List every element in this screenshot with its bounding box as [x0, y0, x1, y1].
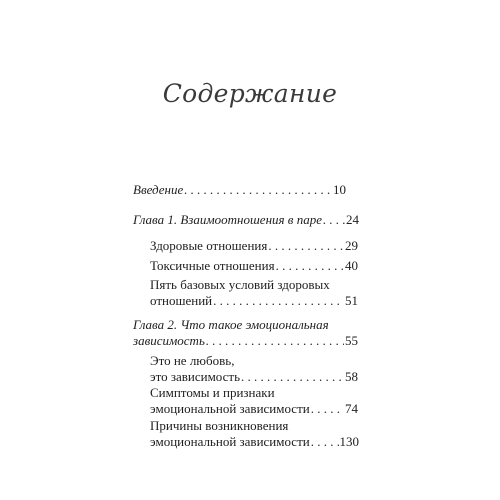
toc-entry-toxic-relationships[interactable]	[150, 258, 358, 274]
toc-entry-chapter-2[interactable]	[133, 317, 358, 349]
dot-leader	[323, 212, 345, 228]
toc-entry-title-line-1: Симптомы и признаки	[150, 385, 275, 400]
toc-entry-title: эмоциональной зависимости	[150, 434, 310, 449]
toc-entry-introduction[interactable]	[133, 182, 346, 198]
dot-leader	[311, 434, 339, 450]
toc-entry-title-line-1: Это не любовь,	[150, 353, 235, 368]
toc-page-number: 40	[345, 258, 358, 273]
toc-entry-five-conditions[interactable]	[150, 277, 358, 309]
toc-entry-not-love[interactable]	[150, 353, 358, 385]
toc-entry-title: отношений	[150, 293, 213, 308]
toc-entry-title-line-1: Глава 2. Что такое эмоциональная	[133, 317, 329, 332]
toc-page-number: 10	[333, 182, 346, 197]
page-title: Содержание	[162, 79, 338, 108]
toc-entry-title: Токсичные отношения	[150, 258, 275, 273]
toc-entry-causes[interactable]	[150, 418, 359, 450]
dot-leader	[213, 293, 344, 309]
toc-page-number: 58	[345, 369, 358, 384]
toc-entry-healthy-relationships[interactable]	[150, 238, 358, 254]
toc-entry-title: зависимость	[133, 333, 205, 348]
toc-entry-title: это зависимость	[150, 369, 240, 384]
toc-page-number: 29	[345, 238, 358, 253]
toc-page-number: 74	[345, 401, 358, 416]
toc-entry-title-line-1: Причины возникновения	[150, 418, 289, 433]
toc-entry-title: Здоровые отношения	[150, 238, 268, 253]
dot-leader	[268, 238, 344, 254]
dot-leader	[184, 182, 332, 198]
toc-entry-title: Глава 1. Взаимоотношения в паре	[133, 212, 322, 227]
toc-entry-title-line-1: Пять базовых условий здоровых	[150, 277, 330, 292]
dot-leader	[206, 333, 344, 349]
dot-leader	[276, 258, 344, 274]
toc-entry-chapter-1[interactable]	[133, 212, 359, 228]
toc-entry-symptoms[interactable]	[150, 385, 358, 417]
dot-leader	[311, 401, 344, 417]
toc-page-number: 130	[339, 434, 359, 449]
toc-page-number: 51	[345, 293, 358, 308]
dot-leader	[241, 369, 344, 385]
toc-page-number: 55	[345, 333, 358, 348]
toc-entry-title: Введение	[133, 182, 184, 197]
toc-page-number: 24	[346, 212, 359, 227]
toc-entry-title: эмоциональной зависимости	[150, 401, 310, 416]
